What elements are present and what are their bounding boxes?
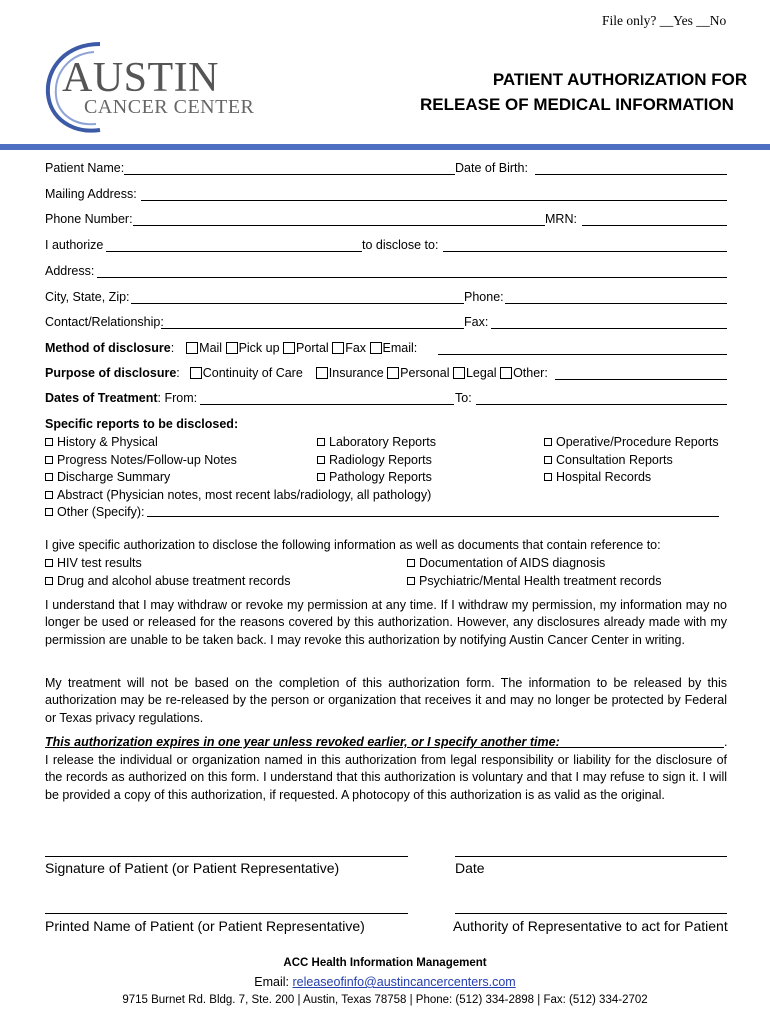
printed-name-field[interactable] bbox=[45, 913, 408, 914]
phone-number-label: Phone Number: bbox=[45, 212, 133, 226]
report-lab-checkbox[interactable] bbox=[317, 438, 325, 446]
method-email-field[interactable] bbox=[438, 354, 727, 355]
paragraph-treatment: My treatment will not be based on the completion of this authorization form. The information to be released by this authorization may be re-released by the person or organization that receives it and may no longer be protected by Federal or Texas privacy regulations. bbox=[45, 676, 727, 725]
fax-label: Fax: bbox=[464, 315, 489, 329]
logo-austin-text: AUSTIN bbox=[62, 55, 219, 101]
specific-auth-col1: HIV test results Drug and alcohol abuse treatment records bbox=[45, 555, 290, 590]
purpose-other-checkbox[interactable] bbox=[500, 367, 512, 379]
method-row: Method of disclosure: Mail Pick up Portal Fax Email: bbox=[45, 341, 418, 355]
to-disclose-label: to disclose to: bbox=[362, 238, 439, 252]
report-progress-checkbox[interactable] bbox=[45, 456, 53, 464]
report-consultation-checkbox[interactable] bbox=[544, 456, 552, 464]
report-radiology-checkbox[interactable] bbox=[317, 456, 325, 464]
mrn-field[interactable] bbox=[582, 225, 727, 226]
i-authorize-label: I authorize bbox=[45, 238, 104, 252]
dates-label: Dates of Treatment bbox=[45, 391, 158, 405]
reports-heading: Specific reports to be disclosed: bbox=[45, 417, 239, 431]
signature-patient-field[interactable] bbox=[45, 856, 408, 857]
purpose-continuity-checkbox[interactable] bbox=[190, 367, 202, 379]
dates-to-field[interactable] bbox=[476, 404, 727, 405]
purpose-insurance-checkbox[interactable] bbox=[316, 367, 328, 379]
signature-patient-label: Signature of Patient (or Patient Representative) bbox=[45, 860, 340, 876]
dob-field[interactable] bbox=[535, 174, 727, 175]
report-abstract-checkbox[interactable] bbox=[45, 491, 53, 499]
purpose-continuity-label: Continuity of Care bbox=[202, 366, 303, 380]
report-other-checkbox[interactable] bbox=[45, 508, 53, 516]
mailing-address-field[interactable] bbox=[141, 200, 727, 201]
method-label: Method of disclosure bbox=[45, 341, 171, 355]
address-label: Address: bbox=[45, 264, 95, 278]
purpose-label: Purpose of disclosure bbox=[45, 366, 177, 380]
dates-to-label: To: bbox=[455, 391, 472, 405]
mailing-address-label: Mailing Address: bbox=[45, 187, 137, 201]
report-hospital-checkbox[interactable] bbox=[544, 473, 552, 481]
dob-label: Date of Birth: bbox=[455, 161, 528, 175]
reports-col1: History & Physical Progress Notes/Follow-up Notes Discharge Summary Abstract (Physician notes, most recent labs/radiology, all pathology) Other (Specify): bbox=[45, 434, 431, 522]
authority-label: Authority of Representative to act for Patient bbox=[453, 918, 728, 934]
footer-email-label: Email: bbox=[254, 975, 290, 989]
auth-hiv-checkbox[interactable] bbox=[45, 559, 53, 567]
dates-from-field[interactable] bbox=[200, 404, 454, 405]
logo-cancer-center-text: CANCER CENTER bbox=[84, 96, 255, 118]
purpose-other-field[interactable] bbox=[555, 379, 727, 380]
method-mail-checkbox[interactable] bbox=[186, 342, 198, 354]
expires-period: . bbox=[724, 735, 728, 749]
page-title-line2: RELEASE OF MEDICAL INFORMATION bbox=[420, 95, 734, 114]
report-pathology-checkbox[interactable] bbox=[317, 473, 325, 481]
method-pickup-label: Pick up bbox=[238, 341, 280, 355]
phone-label: Phone: bbox=[464, 290, 504, 304]
method-email-checkbox[interactable] bbox=[370, 342, 382, 354]
patient-name-field[interactable] bbox=[124, 174, 455, 175]
purpose-personal-checkbox[interactable] bbox=[387, 367, 399, 379]
purpose-legal-checkbox[interactable] bbox=[453, 367, 465, 379]
address-field[interactable] bbox=[97, 277, 727, 278]
specific-auth-col2: Documentation of AIDS diagnosis Psychiatric/Mental Health treatment records bbox=[407, 555, 661, 590]
auth-drug-checkbox[interactable] bbox=[45, 577, 53, 585]
signature-date-field[interactable] bbox=[455, 856, 727, 857]
authority-field[interactable] bbox=[455, 913, 727, 914]
dates-row: Dates of Treatment: From: bbox=[45, 391, 198, 405]
method-fax-checkbox[interactable] bbox=[332, 342, 344, 354]
purpose-row: Purpose of disclosure: Continuity of Care Insurance Personal Legal Other: bbox=[45, 366, 548, 380]
purpose-legal-label: Legal bbox=[465, 366, 497, 380]
city-state-zip-label: City, State, Zip: bbox=[45, 290, 130, 304]
file-only-text: File only? __Yes __No bbox=[602, 13, 727, 28]
header-divider bbox=[0, 144, 770, 150]
method-portal-checkbox[interactable] bbox=[283, 342, 295, 354]
method-email-label: Email: bbox=[382, 341, 418, 355]
report-other-field[interactable] bbox=[147, 516, 719, 517]
method-portal-label: Portal bbox=[296, 341, 329, 355]
report-discharge-checkbox[interactable] bbox=[45, 473, 53, 481]
specific-auth-intro: I give specific authorization to disclose the following information as well as documents that contain reference to: bbox=[45, 538, 661, 552]
report-operative-checkbox[interactable] bbox=[544, 438, 552, 446]
to-disclose-field[interactable] bbox=[443, 251, 727, 252]
footer-email-row bbox=[0, 975, 770, 989]
report-history-checkbox[interactable] bbox=[45, 438, 53, 446]
method-mail-label: Mail bbox=[199, 341, 223, 355]
method-pickup-checkbox[interactable] bbox=[226, 342, 238, 354]
footer-email-link[interactable]: releaseofinfo@austincancercenters.com bbox=[292, 975, 516, 989]
mrn-label: MRN: bbox=[545, 212, 577, 226]
patient-name-label: Patient Name: bbox=[45, 161, 125, 175]
reports-col2: Laboratory Reports Radiology Reports Pathology Reports bbox=[317, 434, 436, 487]
i-authorize-field[interactable] bbox=[106, 251, 362, 252]
paragraph-revoke: I understand that I may withdraw or revoke my permission at any time. If I withdraw my permission, my information may no longer be used or released for the reasons covered by this authorization. However, any disclosures already made with my permission are unable to be taken back. I may revoke this authorization by notifying Austin Cancer Center in writing. bbox=[45, 598, 727, 647]
contact-relationship-field[interactable] bbox=[161, 328, 464, 329]
purpose-insurance-label: Insurance bbox=[328, 366, 384, 380]
city-state-zip-field[interactable] bbox=[131, 303, 464, 304]
paragraph-release: I release the individual or organization named in this authorization from legal responsibility or liability for the disclosure of the records as authorized on this form. I understand that this authorization is voluntary and that I may refuse to sign it. I will be provided a copy of this authorization, if requested. A photocopy of this authorization is as valid as the original. bbox=[45, 753, 727, 802]
footer-department: ACC Health Information Management bbox=[283, 957, 487, 969]
reports-col3: Operative/Procedure Reports Consultation Reports Hospital Records bbox=[544, 434, 719, 487]
auth-aids-checkbox[interactable] bbox=[407, 559, 415, 567]
phone-field[interactable] bbox=[505, 303, 727, 304]
auth-psych-checkbox[interactable] bbox=[407, 577, 415, 585]
printed-name-label: Printed Name of Patient (or Patient Representative) bbox=[45, 918, 365, 934]
phone-number-field[interactable] bbox=[133, 225, 545, 226]
method-fax-label: Fax bbox=[345, 341, 367, 355]
contact-relationship-label: Contact/Relationship: bbox=[45, 315, 164, 329]
expires-field[interactable] bbox=[540, 747, 724, 748]
purpose-other-label: Other: bbox=[513, 366, 548, 380]
signature-date-label: Date bbox=[455, 860, 485, 876]
page-title-line1: PATIENT AUTHORIZATION FOR bbox=[492, 70, 748, 89]
purpose-personal-label: Personal bbox=[400, 366, 450, 380]
expires-statement: This authorization expires in one year unless revoked earlier, or I specify another time: bbox=[45, 735, 560, 749]
fax-field[interactable] bbox=[491, 328, 727, 329]
footer-address: 9715 Burnet Rd. Bldg. 7, Ste. 200 | Austin, Texas 78758 | Phone: (512) 334-2898 | Fax: (512) 334-2702 bbox=[122, 994, 648, 1006]
